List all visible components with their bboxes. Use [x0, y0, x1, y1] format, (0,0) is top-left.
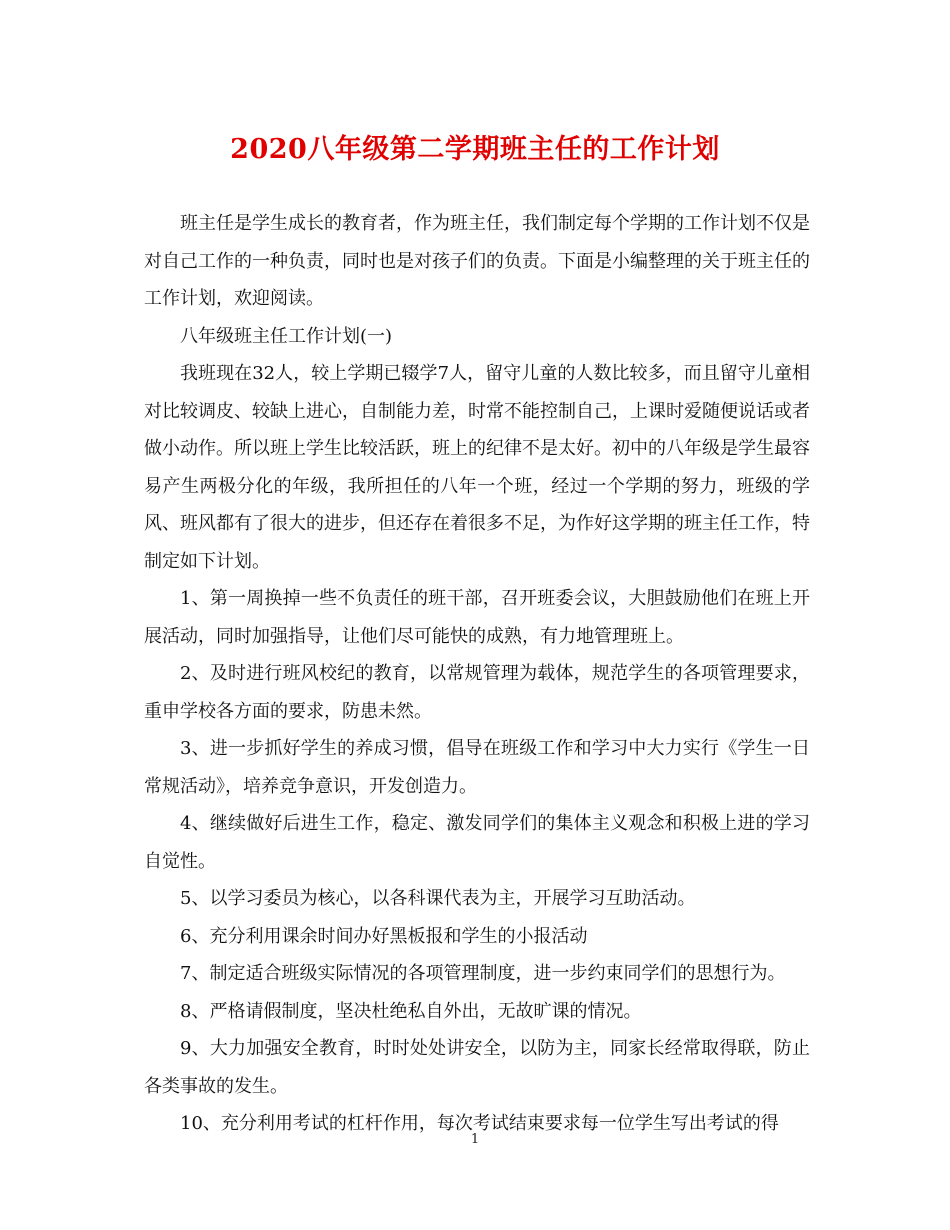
section-heading: 八年级班主任工作计划(一) — [180, 325, 393, 347]
plan-item-5: 5、以学习委员为核心，以各科课代表为主，开展学习互助活动。 — [180, 888, 696, 909]
document-body — [144, 205, 810, 1143]
plan-item-1: 1、第一周换掉一些不负责任的班干部，召开班委会议，大胆鼓励他们在班上开展活动，同时加强指导，让他们尽可能快的成熟，有力地管理班上。 — [144, 588, 810, 647]
intro-paragraph: 班主任是学生成长的教育者，作为班主任，我们制定每个学期的工作计划不仅是对自己工作的一种负责，同时也是对孩子们的负责。下面是小编整理的关于班主任的工作计划，欢迎阅读。 — [144, 213, 810, 309]
plan-item-7: 7、制定适合班级实际情况的各项管理制度，进一步约束同学们的思想行为。 — [180, 963, 786, 984]
plan-item-10: 10、充分利用考试的杠杆作用，每次考试结束要求每一位学生写出考试的得 — [180, 1113, 779, 1134]
plan-item-8: 8、严格请假制度，坚决杜绝私自外出，无故旷课的情况。 — [180, 1000, 642, 1022]
document-title: 2020八年级第二学期班主任的工作计划 — [230, 134, 720, 165]
plan-item-9: 9、大力加强安全教育，时时处处讲安全，以防为主，同家长经常取得联，防止各类事故的发生。 — [144, 1038, 810, 1097]
plan-item-4: 4、继续做好后进生工作，稳定、激发同学们的集体主义观念和积极上进的学习自觉性。 — [144, 813, 810, 872]
plan-item-2: 2、及时进行班风校纪的教育，以常规管理为载体，规范学生的各项管理要求，重申学校各方面的要求，防患未然。 — [144, 663, 810, 722]
plan-item-6: 6、充分利用课余时间办好黑板报和学生的小报活动 — [180, 925, 588, 947]
situation-paragraph: 我班现在32人，较上学期已辍学7人，留守儿童的人数比较多，而且留守儿童相对比较调皮、较缺上进心，自制能力差，时常不能控制自己，上课时爱随便说话或者做小动作。所以班上学生比较活跃，班上的纪律不是太好。初中的八年级是学生最容易产生两极分化的年级，我所担任的八年一个班，经过一个学期的努力，班级的学风、班风都有了很大的进步，但还存在着很多不足，为作好这学期的班主任工作，特制定如下计划。 — [144, 363, 810, 572]
plan-item-3: 3、进一步抓好学生的养成习惯，倡导在班级工作和学习中大力实行《学生一日常规活动》，培养竞争意识，开发创造力。 — [144, 738, 810, 797]
page-number: 1 — [470, 1132, 480, 1147]
